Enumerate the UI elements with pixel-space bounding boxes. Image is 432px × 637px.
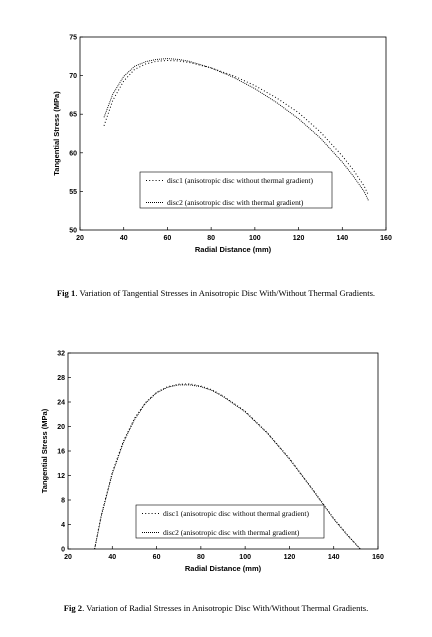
chart-2-y-tick-label: 12 — [57, 473, 65, 480]
chart-2-y-tick-label: 16 — [57, 448, 65, 456]
chart-1-y-tick-label: 70 — [69, 73, 77, 81]
chart-2-legend — [136, 505, 324, 538]
chart-2 — [40, 351, 384, 574]
chart-2-x-axis-label: Radial Distance (mm) — [184, 564, 262, 573]
chart-1-x-tick-label: 140 — [336, 235, 349, 242]
chart-1-x-tick-label: 160 — [380, 235, 392, 242]
chart-2-x-tick-label: 20 — [64, 554, 72, 561]
chart-2-legend-label-1: disc1 (anisotropic disc without thermal gradient) — [163, 509, 310, 518]
chart-1-x-tick-label: 40 — [119, 235, 128, 242]
chart-1-x-tick-label: 20 — [76, 235, 84, 242]
chart-1-x-tick-label: 100 — [249, 235, 261, 242]
chart-1 — [52, 35, 392, 255]
chart-2-legend-label-2: disc2 (anisotropic disc with thermal gradient) — [163, 528, 300, 537]
chart-2-y-tick-label: 24 — [57, 399, 65, 407]
chart-2-y-tick-label: 0 — [61, 546, 65, 554]
chart-2-y-tick-label: 32 — [57, 350, 65, 358]
chart-1-y-tick-label: 50 — [69, 227, 77, 235]
figure-1-caption: Fig 1. Variation of Tangential Stresses in Anisotropic Disc With/Without Thermal Gradients. — [56, 288, 376, 298]
chart-2-x-tick-label: 60 — [152, 554, 161, 561]
chart-2-x-tick-label: 140 — [327, 554, 340, 561]
chart-1-legend — [140, 172, 332, 208]
chart-2-x-tick-label: 160 — [372, 554, 384, 561]
chart-1-legend-label-1: disc1 (anisotropic disc without thermal gradient) — [167, 176, 314, 185]
chart-2-x-tick-label: 40 — [108, 554, 117, 561]
chart-1-x-axis-label: Radial Distance (mm) — [194, 245, 272, 254]
chart-1-y-tick-label: 65 — [69, 111, 77, 119]
chart-1-y-tick-label: 55 — [69, 188, 77, 196]
chart-2-x-tick-label: 120 — [283, 554, 296, 561]
chart-2-y-tick-label: 28 — [57, 375, 65, 382]
chart-2-y-tick-label: 4 — [61, 522, 65, 529]
chart-1-x-tick-label: 60 — [163, 235, 172, 242]
chart-1-legend-label-2: disc2 (anisotropic disc with thermal gradient) — [167, 198, 304, 207]
chart-2-y-axis-label: Tangential Stress (MPa) — [40, 408, 49, 494]
chart-1-y-axis-label: Tangential Stress (MPa) — [52, 91, 61, 176]
chart-2-x-tick-label: 80 — [196, 554, 205, 561]
chart-1-x-tick-label: 120 — [292, 235, 305, 242]
figure-2-caption: Fig 2. Variation of Radial Stresses in Anisotropic Disc With/Without Thermal Gradients. — [63, 603, 369, 613]
chart-1-y-tick-label: 75 — [69, 34, 77, 42]
chart-2-y-tick-label: 8 — [61, 497, 65, 505]
chart-2-y-tick-label: 20 — [57, 424, 65, 431]
chart-2-x-tick-label: 100 — [239, 554, 251, 561]
chart-1-x-tick-label: 80 — [207, 235, 216, 242]
chart-1-y-tick-label: 60 — [69, 150, 77, 158]
